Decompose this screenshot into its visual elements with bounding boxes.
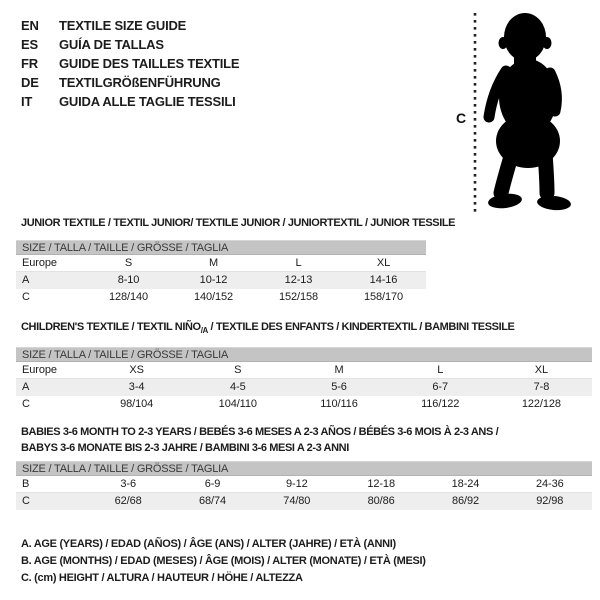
- table-row: [16, 476, 592, 493]
- lang-code: FR: [21, 56, 38, 71]
- row-label: C: [22, 398, 30, 410]
- lang-row-it: [21, 92, 239, 111]
- silhouette-foot-left: [487, 192, 522, 210]
- age-cell: 12-13: [284, 274, 313, 286]
- height-cell: 122/128: [521, 398, 561, 410]
- lang-code: ES: [21, 37, 38, 52]
- age-cell: 5-6: [331, 381, 347, 393]
- age-cell: 6-7: [432, 381, 449, 393]
- size-header-bar: SIZE / TALLA / TAILLE / GRÖSSE / TAGLIA: [16, 461, 592, 476]
- age-cell: 24-36: [535, 478, 564, 490]
- row-label: A: [22, 381, 30, 393]
- row-label: C: [22, 495, 30, 507]
- lang-label: TEXTILE SIZE GUIDE: [59, 18, 187, 33]
- legend-line-a: A. AGE (YEARS) / EDAD (AÑOS) / ÂGE (ANS) / ALTER (JAHRE) / ETÀ (ANNI): [21, 538, 396, 550]
- row-label: Europe: [22, 364, 57, 376]
- legend-line-c: C. (cm) HEIGHT / ALTURA / HAUTEUR / HÖHE / ALTEZZA: [21, 572, 303, 584]
- lang-code: DE: [21, 75, 39, 90]
- age-cell: 3-4: [128, 381, 145, 393]
- height-cell: 140/152: [193, 291, 234, 303]
- size-cell: L: [437, 364, 444, 376]
- height-cell: 86/92: [451, 495, 479, 507]
- size-header-bar: SIZE / TALLA / TAILLE / GRÖSSE / TAGLIA: [16, 240, 426, 255]
- language-title-list: [21, 16, 239, 111]
- lang-code: IT: [21, 94, 33, 109]
- lang-code: EN: [21, 18, 39, 33]
- babies-title-line2: BABYS 3-6 MONATE BIS 2-3 JAHRE / BAMBINI 3-6 MESI A 2-3 ANNI: [21, 442, 349, 454]
- row-label: Europe: [22, 257, 57, 269]
- age-cell: 12-18: [367, 478, 395, 490]
- height-cell: 80/86: [367, 495, 395, 507]
- table-row: [16, 396, 592, 413]
- toddler-silhouette-figure: [448, 5, 595, 215]
- lang-label: GUIDA ALLE TAGLIE TESSILI: [59, 94, 236, 109]
- height-cell: 98/104: [120, 398, 154, 410]
- table-row: [16, 289, 426, 306]
- age-cell: 9-12: [286, 478, 308, 490]
- measurement-legend: [21, 536, 426, 587]
- table-row: [16, 255, 426, 272]
- height-cell: 116/122: [421, 398, 460, 410]
- children-title-rest: / TEXTILE DES ENFANTS / KINDERTEXTIL / BAMBINI TESSILE: [207, 321, 515, 333]
- height-cell: 152/158: [278, 291, 319, 303]
- silhouette-leg-right: [545, 153, 547, 193]
- age-cell: 4-5: [230, 381, 246, 393]
- size-cell: L: [295, 257, 302, 269]
- age-cell: 7-8: [533, 381, 550, 393]
- row-label: C: [22, 291, 30, 303]
- lang-row-fr: [21, 54, 239, 73]
- table-row: [16, 362, 592, 379]
- size-cell: XS: [129, 364, 144, 376]
- size-cell: S: [234, 364, 242, 376]
- silhouette-ear-right: [543, 37, 552, 49]
- age-cell: 18-24: [451, 478, 480, 490]
- age-cell: 14-16: [369, 274, 398, 286]
- lang-row-es: [21, 35, 239, 54]
- babies-title-line1: BABIES 3-6 MONTH TO 2-3 YEARS / BEBÉS 3-6 MESES A 2-3 AÑOS / BÉBÉS 3-6 MOIS À 2-3 ANS /: [21, 426, 499, 438]
- height-cell: 68/74: [198, 495, 226, 507]
- silhouette-ear-left: [499, 37, 508, 49]
- height-cell: 62/68: [114, 495, 142, 507]
- table-row: [16, 379, 592, 396]
- silhouette-leg-left: [501, 153, 512, 193]
- children-title-main: CHILDREN'S TEXTILE / TEXTIL NIÑO: [21, 321, 201, 333]
- height-cell: 74/80: [283, 495, 311, 507]
- table-row: [16, 272, 426, 289]
- silhouette-arm-right: [550, 73, 556, 111]
- lang-row-en: [21, 16, 239, 35]
- size-cell: M: [208, 257, 219, 269]
- toddler-silhouette-icon: [487, 13, 571, 211]
- age-cell: 6-9: [204, 478, 221, 490]
- lang-row-de: [21, 73, 239, 92]
- children-table-title: [21, 320, 515, 338]
- children-size-table: [16, 347, 592, 413]
- measure-c-label: C: [456, 110, 467, 126]
- babies-table-title: [21, 424, 498, 456]
- age-cell: 8-10: [117, 274, 140, 286]
- babies-size-table: [16, 461, 592, 510]
- lang-label: GUIDE DES TAILLES TEXTILE: [59, 56, 240, 71]
- height-cell: 110/116: [320, 398, 358, 410]
- junior-size-table: [16, 240, 426, 306]
- height-cell: 92/98: [536, 495, 564, 507]
- row-label: A: [22, 274, 30, 286]
- height-cell: 128/140: [108, 291, 149, 303]
- size-header-bar: SIZE / TALLA / TAILLE / GRÖSSE / TAGLIA: [16, 347, 592, 362]
- size-cell: XL: [534, 364, 549, 376]
- size-cell: M: [334, 364, 344, 376]
- legend-line-b: B. AGE (MONTHS) / EDAD (MESES) / ÂGE (MOIS) / ALTER (MONATE) / ETÀ (MESI): [21, 555, 426, 567]
- size-cell: XL: [376, 257, 391, 269]
- lang-label: GUÍA DE TALLAS: [59, 37, 164, 52]
- table-row: [16, 493, 592, 510]
- children-title-sub: /A: [200, 326, 208, 336]
- lang-label: TEXTILGRÖßENFÜHRUNG: [59, 75, 221, 90]
- junior-table-title: JUNIOR TEXTILE / TEXTIL JUNIOR/ TEXTILE JUNIOR / JUNIORTEXTIL / JUNIOR TESSILE: [21, 217, 456, 229]
- size-cell: S: [124, 257, 133, 269]
- height-cell: 104/110: [218, 398, 257, 410]
- age-cell: 10-12: [199, 274, 228, 286]
- height-cell: 158/170: [363, 291, 404, 303]
- row-label: B: [22, 478, 30, 490]
- age-cell: 3-6: [120, 478, 136, 490]
